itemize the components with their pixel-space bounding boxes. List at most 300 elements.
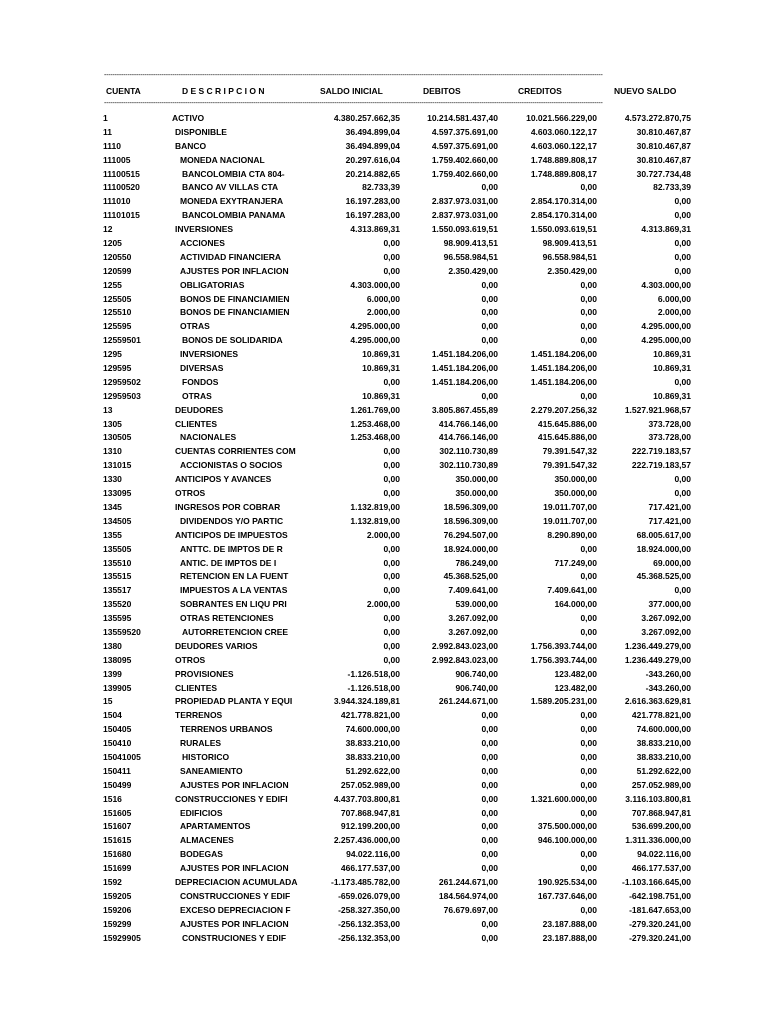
account-code: 11100515 [103,168,140,179]
debitos-value: 0,00 [481,849,498,860]
account-description: OTROS [175,488,206,499]
table-row [0,112,768,126]
saldo-inicial-value: 0,00 [383,613,400,624]
debitos-value: 2.350.429,00 [448,265,498,276]
debitos-value: 184.564.974,00 [438,890,498,901]
creditos-value: 10.021.566.229,00 [526,113,597,123]
nuevo-saldo-value: 0,00 [674,251,691,262]
account-code: 12559501 [103,335,141,346]
creditos-value: 19.011.707,00 [543,515,597,526]
nuevo-saldo-value: 1.311.336.000,00 [625,835,691,846]
table-row [0,431,768,445]
debitos-value: 1.759.402.660,00 [431,168,498,179]
table-row [0,557,768,571]
account-code: 1295 [103,349,122,360]
debitos-value: 1.451.184.206,00 [431,363,498,374]
saldo-inicial-value: 4.295.000,00 [350,335,400,346]
account-code: 1592 [103,876,122,887]
debitos-value: 0,00 [481,321,498,332]
saldo-inicial-value: 0,00 [383,251,400,262]
debitos-value: 3.267.092,00 [448,613,498,624]
nuevo-saldo-value: -343.260,00 [645,682,691,693]
account-code: 12 [103,224,113,235]
saldo-inicial-value: -256.132.353,00 [338,932,400,943]
debitos-value: 0,00 [481,390,498,401]
creditos-value: 1.321.600.000,00 [530,793,597,804]
account-description: EXCESO DEPRECIACION F [180,904,291,915]
account-code: 150411 [103,765,131,776]
debitos-value: 0,00 [481,779,498,790]
account-description: CONSTRUCCIONES Y EDIF [180,890,291,901]
saldo-inicial-value: 466.177.537,00 [340,863,400,874]
table-row [0,529,768,543]
creditos-value: 96.558.984,51 [542,251,597,262]
nuevo-saldo-value: 3.267.092,00 [641,613,691,624]
creditos-value: 415.645.886,00 [537,418,597,429]
account-description: ANTIC. DE IMPTOS DE I [180,557,277,568]
saldo-inicial-value: 0,00 [383,460,400,471]
creditos-value: 1.756.393.744,00 [530,640,597,651]
table-row [0,376,768,390]
account-code: 13559520 [103,626,141,637]
saldo-inicial-value: 0,00 [383,376,400,387]
saldo-inicial-value: 0,00 [383,446,400,457]
nuevo-saldo-value: 4.313.869,31 [641,224,691,235]
creditos-value: 98.909.413,51 [542,238,597,249]
debitos-value: 0,00 [481,835,498,846]
saldo-inicial-value: 82.733,39 [362,182,400,193]
debitos-value: 2.837.973.031,00 [431,196,498,207]
debitos-value: 0,00 [481,738,498,749]
creditos-value: 2.350.429,00 [547,265,597,276]
table-row [0,195,768,209]
account-code: 150405 [103,724,132,735]
nuevo-saldo-value: 466.177.537,00 [631,863,691,874]
saldo-inicial-value: 257.052.989,00 [340,779,400,790]
saldo-inicial-value: 421.778.821,00 [340,710,400,721]
account-code: 150499 [103,779,132,790]
creditos-value: 0,00 [580,293,597,304]
debitos-value: 414.766.146,00 [438,418,498,429]
saldo-inicial-value: -1.126.518,00 [347,668,400,679]
account-code: 1345 [103,501,122,512]
creditos-value: 190.925.534,00 [537,876,597,887]
nuevo-saldo-value: 2.000,00 [657,307,691,318]
debitos-value: 0,00 [481,751,498,762]
debitos-value: 261.244.671,00 [438,876,498,887]
account-description: OTRAS [180,321,210,332]
debitos-value: 2.992.843.023,00 [431,654,498,665]
account-description: CONSTRUCCIONES Y EDIFI [175,793,288,804]
creditos-value: 717.249,00 [554,557,597,568]
creditos-value: 0,00 [580,807,597,818]
creditos-value: 1.748.889.808,17 [530,168,597,179]
creditos-value: 4.603.060.122,17 [530,126,597,137]
table-row [0,570,768,584]
saldo-inicial-value: 1.261.769,00 [350,404,400,415]
nuevo-saldo-value: 0,00 [674,585,691,596]
account-description: ANTTC. DE IMPTOS DE R [180,543,283,554]
debitos-value: 302.110.730,89 [439,460,498,471]
saldo-inicial-value: -659.026.079,00 [338,890,400,901]
table-row [0,445,768,459]
saldo-inicial-value: 0,00 [383,488,400,499]
creditos-value: 0,00 [580,390,597,401]
debitos-value: 0,00 [481,863,498,874]
account-code: 111010 [103,196,131,207]
debitos-value: 0,00 [481,293,498,304]
table-row [0,459,768,473]
account-description: BANCO AV VILLAS CTA [182,182,279,193]
table-row [0,487,768,501]
saldo-inicial-value: 38.833.210,00 [345,738,400,749]
account-description: PROPIEDAD PLANTA Y EQUI [175,696,293,707]
account-code: 1355 [103,529,122,540]
saldo-inicial-value: 2.257.436.000,00 [333,835,400,846]
creditos-value: 0,00 [580,779,597,790]
account-code: 15929905 [103,932,141,943]
saldo-inicial-value: 10.869,31 [362,349,400,360]
account-description: AJUSTES POR INFLACION [180,918,289,929]
creditos-value: 1.550.093.619,51 [530,224,597,235]
table-row [0,404,768,418]
debitos-value: 2.837.973.031,00 [431,210,498,221]
creditos-value: 350.000,00 [554,474,597,485]
nuevo-saldo-value: 0,00 [674,376,691,387]
account-description: TERRENOS URBANOS [180,724,273,735]
table-row [0,543,768,557]
saldo-inicial-value: 4.295.000,00 [350,321,400,332]
account-code: 151699 [103,863,132,874]
column-header-row [0,84,768,98]
nuevo-saldo-value: -343.260,00 [645,668,691,679]
nuevo-saldo-value: 30.810.467,87 [636,140,691,151]
account-code: 11 [103,126,112,137]
creditos-value: 7.409.641,00 [547,585,597,596]
account-code: 1380 [103,640,122,651]
table-row [0,820,768,834]
debitos-value: 96.558.984,51 [443,251,498,262]
saldo-inicial-value: -1.173.485.782,00 [330,876,400,887]
debitos-value: 3.267.092,00 [448,626,498,637]
creditos-value: 0,00 [580,626,597,637]
account-description: BONOS DE FINANCIAMIEN [180,293,290,304]
creditos-value: 0,00 [580,571,597,582]
debitos-value: 0,00 [481,765,498,776]
account-description: BONOS DE FINANCIAMIEN [180,307,290,318]
table-row [0,140,768,154]
table-row [0,793,768,807]
saldo-inicial-value: 4.303.000,00 [350,279,400,290]
account-code: 159206 [103,904,132,915]
account-code: 125510 [103,307,132,318]
account-description: AJUSTES POR INFLACION [180,265,289,276]
account-code: 11100520 [103,182,140,193]
table-row [0,154,768,168]
account-description: CLIENTES [175,418,218,429]
account-description: ANTICIPOS Y AVANCES [175,474,272,485]
nuevo-saldo-value: 18.924.000,00 [636,543,691,554]
account-description: SOBRANTES EN LIQU PRI [180,599,287,610]
nuevo-saldo-value: 30.810.467,87 [636,154,691,165]
debitos-value: 0,00 [481,279,498,290]
creditos-value: 23.187.888,00 [542,932,597,943]
saldo-inicial-value: 0,00 [383,238,400,249]
account-code: 1504 [103,710,122,721]
account-description: FONDOS [182,376,219,387]
saldo-inicial-value: 0,00 [383,543,400,554]
creditos-value: 946.100.000,00 [537,835,597,846]
account-description: DEPRECIACION ACUMULADA [175,876,298,887]
account-code: 135520 [103,599,132,610]
account-description: INVERSIONES [180,349,239,360]
nuevo-saldo-value: 82.733,39 [653,182,691,193]
account-description: BANCOLOMBIA PANAMA [182,210,286,221]
account-code: 135510 [103,557,132,568]
debitos-value: 18.596.309,00 [443,515,498,526]
creditos-value: 0,00 [580,849,597,860]
account-code: 111005 [103,154,131,165]
account-description: CUENTAS CORRIENTES COM [175,446,296,457]
account-description: AUTORRETENCION CREE [182,626,289,637]
account-description: NACIONALES [180,432,237,443]
saldo-inicial-value: 16.197.283,00 [345,210,400,221]
saldo-inicial-value: 10.869,31 [362,390,400,401]
debitos-value: 350.000,00 [455,474,498,485]
saldo-inicial-value: 6.000,00 [366,293,400,304]
creditos-value: 350.000,00 [554,488,597,499]
debitos-value: 3.805.867.455,89 [431,404,498,415]
nuevo-saldo-value: -1.103.166.645,00 [621,876,691,887]
debitos-value: 45.368.525,00 [443,571,498,582]
creditos-value: 0,00 [580,321,597,332]
account-description: EDIFICIOS [180,807,223,818]
saldo-inicial-value: 51.292.622,00 [345,765,400,776]
table-row [0,237,768,251]
table-row [0,251,768,265]
nuevo-saldo-value: 373.728,00 [648,418,691,429]
nuevo-saldo-value: 421.778.821,00 [631,710,691,721]
account-description: ACTIVO [172,113,205,123]
creditos-value: 1.451.184.206,00 [530,376,597,387]
saldo-inicial-value: 0,00 [383,585,400,596]
creditos-value: 164.000,00 [554,599,597,610]
nuevo-saldo-value: 1.236.449.279,00 [624,640,691,651]
creditos-value: 1.748.889.808,17 [530,154,597,165]
nuevo-saldo-value: -642.198.751,00 [629,890,691,901]
nuevo-saldo-value: 0,00 [674,238,691,249]
debitos-value: 1.759.402.660,00 [431,154,498,165]
saldo-inicial-value: 94.022.116,00 [346,849,400,860]
account-code: 15041005 [103,751,141,762]
debitos-value: 1.451.184.206,00 [431,349,498,360]
debitos-value: 4.597.375.691,00 [431,126,498,137]
table-row [0,890,768,904]
account-description: BODEGAS [180,849,223,860]
debitos-value: 0,00 [481,918,498,929]
table-row [0,584,768,598]
nuevo-saldo-value: 10.869,31 [653,390,691,401]
account-description: TERRENOS [175,710,223,721]
saldo-inicial-value: 20.297.616,04 [345,154,400,165]
creditos-value: 0,00 [580,724,597,735]
account-description: DISPONIBLE [175,126,227,137]
account-code: 12959503 [103,390,141,401]
creditos-value: 0,00 [580,543,597,554]
table-row [0,279,768,293]
header-saldo-inicial: SALDO INICIAL [320,86,383,96]
nuevo-saldo-value: 4.295.000,00 [641,335,691,346]
table-row [0,737,768,751]
account-description: BONOS DE SOLIDARIDA [182,335,283,346]
account-description: HISTORICO [182,751,230,762]
account-code: 120599 [103,265,132,276]
account-description: OTRAS RETENCIONES [180,613,274,624]
table-row [0,654,768,668]
nuevo-saldo-value: 717.421,00 [648,515,691,526]
account-description: DEUDORES [175,404,224,415]
account-code: 151605 [103,807,132,818]
account-code: 125505 [103,293,132,304]
account-description: SANEAMIENTO [180,765,243,776]
creditos-value: 19.011.707,00 [543,501,597,512]
table-row [0,932,768,946]
nuevo-saldo-value: -279.320.241,00 [629,918,691,929]
saldo-inicial-value: 3.944.324.189,81 [333,696,400,707]
table-row [0,209,768,223]
header-descripcion: D E S C R I P C I O N [182,86,265,96]
creditos-value: 79.391.547,32 [542,460,597,471]
account-code: 135515 [103,571,132,582]
table-row [0,751,768,765]
account-description: ACTIVIDAD FINANCIERA [180,251,282,262]
nuevo-saldo-value: 373.728,00 [648,432,691,443]
saldo-inicial-value: 20.214.882,65 [345,168,400,179]
account-description: OBLIGATORIAS [180,279,245,290]
debitos-value: 0,00 [481,307,498,318]
debitos-value: 18.924.000,00 [443,543,498,554]
table-row [0,807,768,821]
nuevo-saldo-value: 1.527.921.968,57 [624,404,691,415]
header-creditos: CREDITOS [518,86,562,96]
table-row [0,265,768,279]
debitos-value: 302.110.730,89 [439,446,498,457]
saldo-inicial-value: 2.000,00 [366,307,400,318]
saldo-inicial-value: 2.000,00 [366,599,400,610]
nuevo-saldo-value: 38.833.210,00 [636,738,691,749]
table-row [0,418,768,432]
saldo-inicial-value: 0,00 [383,654,400,665]
creditos-value: 0,00 [580,307,597,318]
saldo-inicial-value: 0,00 [383,265,400,276]
account-code: 1110 [103,140,121,151]
account-description: RETENCION EN LA FUENT [180,571,289,582]
saldo-inicial-value: 1.132.819,00 [350,501,400,512]
nuevo-saldo-value: 257.052.989,00 [631,779,691,790]
table-row [0,501,768,515]
nuevo-saldo-value: 0,00 [674,488,691,499]
table-row [0,668,768,682]
debitos-value: 906.740,00 [455,682,498,693]
nuevo-saldo-value: 51.292.622,00 [636,765,691,776]
table-row [0,515,768,529]
account-description: INGRESOS POR COBRAR [175,501,281,512]
saldo-inicial-value: 2.000,00 [366,529,400,540]
account-code: 135517 [103,585,132,596]
creditos-value: 0,00 [580,765,597,776]
debitos-value: 76.679.697,00 [443,904,498,915]
table-row [0,348,768,362]
saldo-inicial-value: 16.197.283,00 [345,196,400,207]
account-code: 125595 [103,321,132,332]
debitos-value: 261.244.671,00 [438,696,498,707]
nuevo-saldo-value: 10.869,31 [653,349,691,360]
creditos-value: 375.500.000,00 [537,821,597,832]
table-row [0,904,768,918]
nuevo-saldo-value: 536.699.200,00 [631,821,691,832]
creditos-value: 8.290.890,00 [547,529,597,540]
creditos-value: 2.279.207.256,32 [530,404,597,415]
debitos-value: 98.909.413,51 [443,238,498,249]
account-code: 1516 [103,793,122,804]
creditos-value: 1.451.184.206,00 [530,349,597,360]
saldo-inicial-value: 1.253.468,00 [350,432,400,443]
account-code: 1310 [103,446,122,457]
creditos-value: 4.603.060.122,17 [530,140,597,151]
debitos-value: 0,00 [481,793,498,804]
creditos-value: 0,00 [580,335,597,346]
account-code: 138095 [103,654,132,665]
creditos-value: 0,00 [580,863,597,874]
table-row [0,612,768,626]
account-code: 151615 [103,835,132,846]
creditos-value: 2.854.170.314,00 [530,210,597,221]
debitos-value: 0,00 [481,932,498,943]
nuevo-saldo-value: 0,00 [674,210,691,221]
saldo-inicial-value: 4.313.869,31 [350,224,400,235]
account-description: CONSTRUCIONES Y EDIF [182,932,287,943]
account-description: DEUDORES VARIOS [175,640,258,651]
nuevo-saldo-value: 0,00 [674,265,691,276]
table-row [0,181,768,195]
saldo-inicial-value: 0,00 [383,571,400,582]
debitos-value: 0,00 [481,807,498,818]
nuevo-saldo-value: 3.116.103.800,81 [625,793,691,804]
account-code: 151607 [103,821,132,832]
account-description: CLIENTES [175,682,218,693]
account-description: ALMACENES [180,835,234,846]
saldo-inicial-value: 912.199.200,00 [340,821,400,832]
table-row [0,168,768,182]
creditos-value: 79.391.547,32 [542,446,597,457]
account-code: 1255 [103,279,122,290]
saldo-inicial-value: 0,00 [383,640,400,651]
table-row [0,709,768,723]
debitos-value: 0,00 [481,724,498,735]
account-description: ACCIONISTAS O SOCIOS [180,460,283,471]
nuevo-saldo-value: 377.000,00 [648,599,691,610]
nuevo-saldo-value: 94.022.116,00 [637,849,691,860]
account-code: 15 [103,696,113,707]
debitos-value: 0,00 [481,821,498,832]
account-code: 12959502 [103,376,141,387]
debitos-value: 539.000,00 [455,599,498,610]
table-row [0,293,768,307]
creditos-value: 167.737.646,00 [537,890,597,901]
table-row [0,223,768,237]
nuevo-saldo-value: 69.000,00 [653,557,691,568]
table-row [0,779,768,793]
